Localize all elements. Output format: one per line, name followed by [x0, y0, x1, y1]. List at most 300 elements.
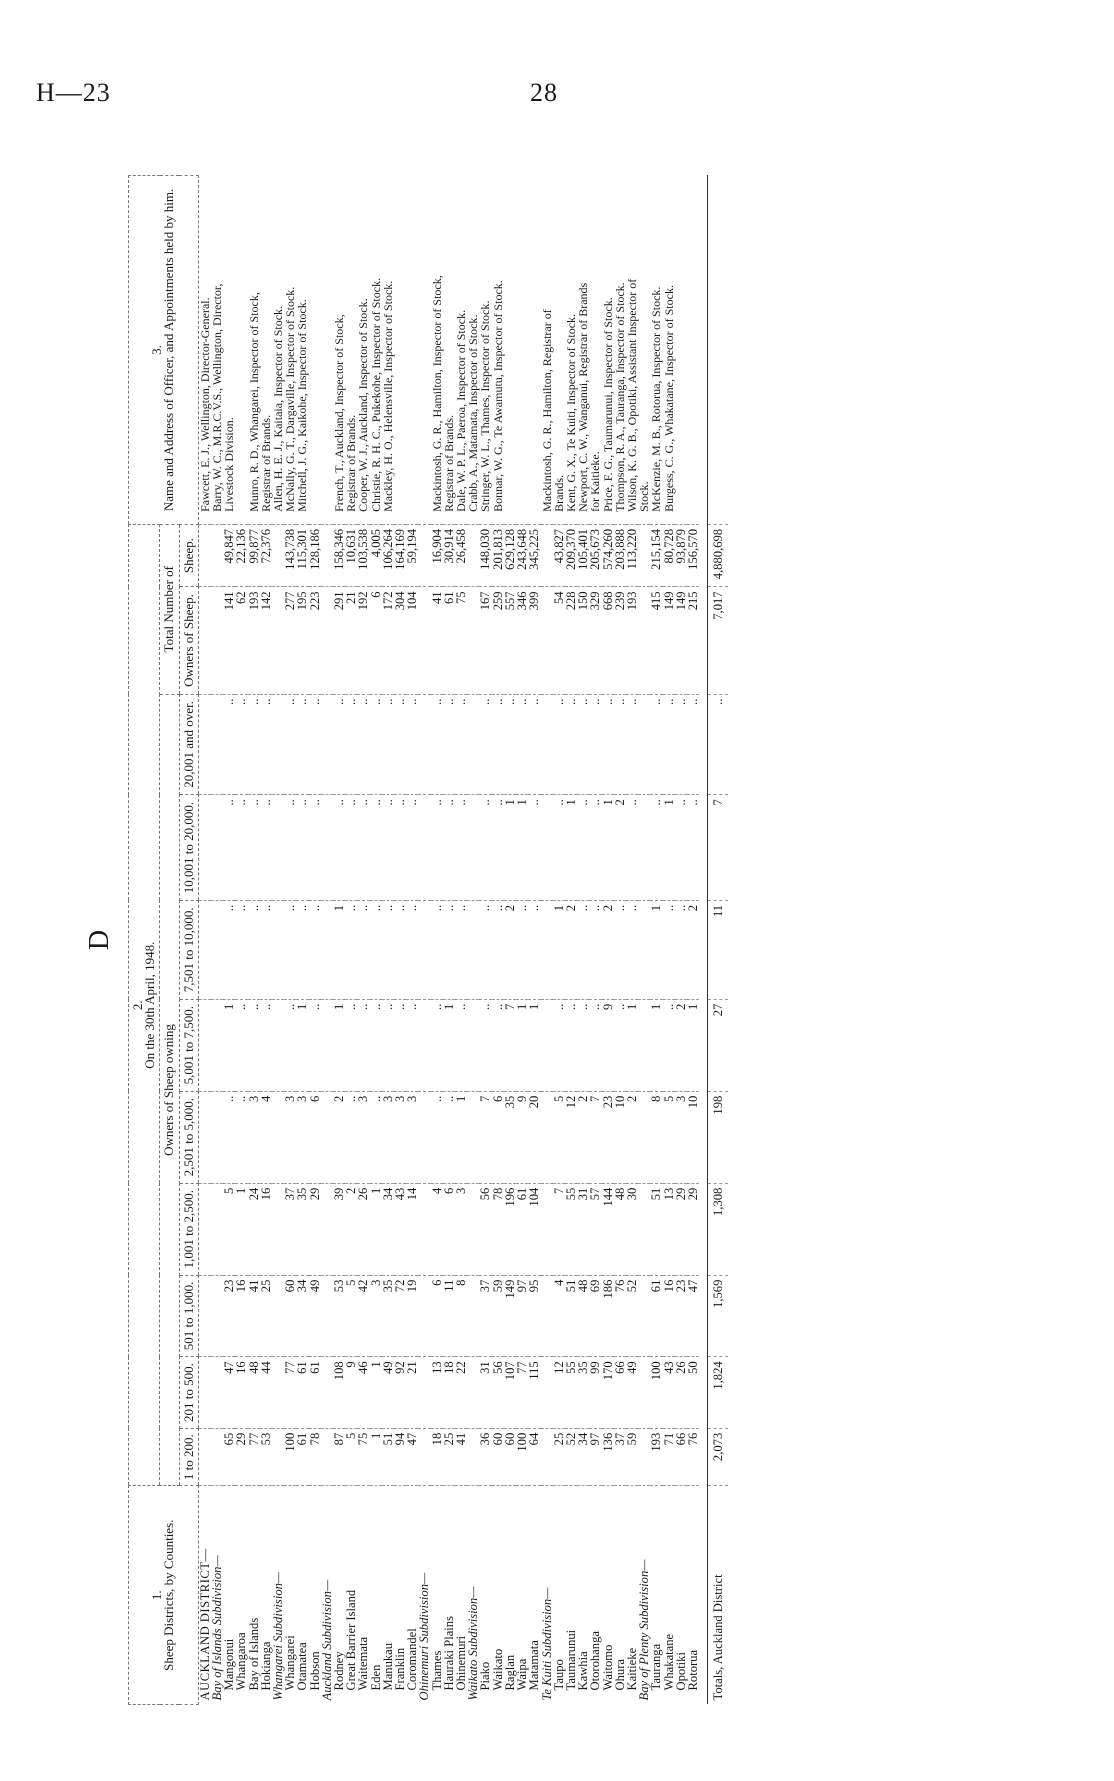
value-cell: 9: [516, 1091, 528, 1183]
value-cell: ..: [565, 999, 577, 1091]
district-name: Kawhia: [576, 1651, 591, 1691]
value-cell: [198, 1091, 211, 1183]
table-row: [577, 176, 589, 1705]
value-cell: ..: [553, 694, 565, 795]
value-cell: ..: [296, 795, 308, 901]
value-cell: 105,401: [577, 524, 589, 587]
value-cell: [541, 694, 553, 795]
officer-cell: Livestock Division.: [223, 176, 235, 525]
value-cell: ..: [650, 795, 662, 901]
value-cell: 25: [260, 1275, 272, 1357]
officer-cell: Christie, R. H. C., Pukekohe, Inspector of Stock.: [370, 176, 382, 525]
value-cell: ..: [589, 999, 601, 1091]
value-cell: ..: [248, 795, 260, 901]
value-cell: [198, 795, 211, 901]
value-cell: ..: [370, 795, 382, 901]
col1-header: [129, 1486, 199, 1705]
district-name: Raglan: [502, 1654, 517, 1691]
officer-cell: [708, 176, 729, 525]
value-cell: 59: [626, 1428, 638, 1486]
value-cell: ..: [248, 694, 260, 795]
value-cell: ..: [345, 1091, 357, 1183]
officer-cell: Crabb, A., Matamata, Inspector of Stock.: [467, 176, 479, 525]
value-cell: ..: [260, 795, 272, 901]
value-cell: [198, 1428, 211, 1486]
value-cell: 9: [345, 1357, 357, 1428]
total-value-cell: 4,880,698: [708, 524, 729, 587]
value-cell: ..: [626, 694, 638, 795]
value-cell: ..: [223, 1091, 235, 1183]
officer-cell: [516, 176, 528, 525]
value-cell: 192: [357, 587, 369, 694]
value-cell: 41: [431, 587, 443, 694]
value-cell: ..: [528, 795, 540, 901]
value-cell: ..: [675, 900, 687, 999]
value-cell: 13: [431, 1357, 443, 1428]
value-cell: 51: [650, 1183, 662, 1275]
value-cell: 4,005: [370, 524, 382, 587]
value-cell: [272, 795, 284, 901]
district-name: Ohura: [612, 1659, 627, 1691]
district-name: Waikato: [490, 1648, 505, 1691]
value-cell: [211, 900, 223, 999]
spacer-cell: [699, 900, 708, 999]
value-cell: 23: [675, 1275, 687, 1357]
range-header: 10,001 to 20,000.: [179, 795, 198, 901]
value-cell: 215: [687, 587, 699, 694]
value-cell: [198, 694, 211, 795]
col2-group-label: On the 30th April, 1948.: [142, 941, 158, 1069]
value-cell: ..: [260, 694, 272, 795]
spacer-cell: [699, 1357, 708, 1428]
value-cell: ..: [455, 795, 467, 901]
value-cell: 149: [663, 587, 675, 694]
spacer-row: [699, 176, 708, 1705]
value-cell: ..: [382, 900, 394, 999]
value-cell: 59: [492, 1275, 504, 1357]
value-cell: 149: [675, 587, 687, 694]
value-cell: 95: [528, 1275, 540, 1357]
value-cell: ..: [370, 1091, 382, 1183]
value-cell: 72: [394, 1275, 406, 1357]
value-cell: 2: [565, 900, 577, 999]
value-cell: 35: [382, 1275, 394, 1357]
value-cell: 1: [370, 1183, 382, 1275]
officer-cell: Thompson, R. A., Tauranga, Inspector of Stock.: [614, 176, 626, 525]
value-cell: ..: [345, 900, 357, 999]
district-name: Whangaroa: [234, 1632, 249, 1691]
value-cell: 4: [431, 1183, 443, 1275]
value-cell: [467, 1091, 479, 1183]
value-cell: 30: [626, 1183, 638, 1275]
value-cell: [418, 900, 430, 999]
value-cell: 193: [248, 587, 260, 694]
value-cell: ..: [443, 900, 455, 999]
value-cell: 193: [626, 587, 638, 694]
value-cell: 13: [663, 1183, 675, 1275]
value-cell: ..: [309, 999, 321, 1091]
value-cell: 5: [223, 1183, 235, 1275]
value-cell: 97: [589, 1428, 601, 1486]
value-cell: ..: [492, 999, 504, 1091]
value-cell: ..: [516, 900, 528, 999]
value-cell: 100: [516, 1428, 528, 1486]
value-cell: 20: [528, 1091, 540, 1183]
value-cell: 77: [248, 1428, 260, 1486]
officer-cell: McKenzie, M. B., Rotorua, Inspector of Stock.: [650, 176, 662, 525]
spacer-cell: [699, 1486, 708, 1705]
value-cell: 51: [565, 1275, 577, 1357]
value-cell: ..: [357, 999, 369, 1091]
value-cell: 557: [504, 587, 516, 694]
table-row: [626, 176, 638, 1705]
value-cell: ..: [589, 694, 601, 795]
value-cell: 107: [504, 1357, 516, 1428]
value-cell: 6: [443, 1183, 455, 1275]
value-cell: [272, 694, 284, 795]
value-cell: ..: [687, 795, 699, 901]
value-cell: [272, 999, 284, 1091]
value-cell: 25: [443, 1428, 455, 1486]
value-cell: 277: [284, 587, 296, 694]
value-cell: 7: [504, 999, 516, 1091]
total-value-cell: 2,073: [708, 1428, 729, 1486]
value-cell: 2: [333, 1091, 345, 1183]
value-cell: 1: [504, 795, 516, 901]
value-cell: 104: [406, 587, 418, 694]
value-cell: ..: [455, 999, 467, 1091]
value-cell: 1: [443, 999, 455, 1091]
value-cell: [418, 587, 430, 694]
value-cell: ..: [443, 694, 455, 795]
value-cell: [211, 1091, 223, 1183]
officer-cell: Stringer, W. L., Thames, Inspector of Stock.: [479, 176, 491, 525]
value-cell: 5: [663, 1091, 675, 1183]
value-cell: 115: [528, 1357, 540, 1428]
value-cell: 75: [357, 1428, 369, 1486]
value-cell: 10: [614, 1091, 626, 1183]
officer-cell: Allen, H. E. J., Kaitaia, Inspector of Stock.: [272, 176, 284, 525]
value-cell: [198, 1357, 211, 1428]
value-cell: 14: [406, 1183, 418, 1275]
value-cell: 31: [479, 1357, 491, 1428]
table-row: [309, 176, 321, 1705]
table-row: [394, 176, 406, 1705]
value-cell: ..: [516, 694, 528, 795]
value-cell: [198, 587, 211, 694]
value-cell: ..: [223, 795, 235, 901]
value-cell: 196: [504, 1183, 516, 1275]
value-cell: 16: [235, 1357, 247, 1428]
officer-cell: [675, 176, 687, 525]
table-row: [589, 176, 601, 1705]
value-cell: ..: [492, 900, 504, 999]
value-cell: ..: [577, 795, 589, 901]
officer-cell: Wilson, K. G. B., Opotiki, Assistant Inspector of: [626, 176, 638, 525]
value-cell: ..: [382, 694, 394, 795]
value-cell: ..: [614, 694, 626, 795]
spacer-cell: [699, 795, 708, 901]
value-cell: 49: [626, 1357, 638, 1428]
value-cell: ..: [406, 999, 418, 1091]
value-cell: 2: [614, 795, 626, 901]
value-cell: 203,888: [614, 524, 626, 587]
value-cell: 3: [455, 1183, 467, 1275]
value-cell: 55: [565, 1183, 577, 1275]
page-code: H—23: [36, 78, 111, 107]
district-name: Whakatane: [661, 1633, 676, 1691]
value-cell: [198, 1275, 211, 1357]
spacer-cell: [699, 694, 708, 795]
value-cell: 66: [675, 1428, 687, 1486]
district-name: Coromandel: [405, 1628, 420, 1691]
value-cell: ..: [284, 999, 296, 1091]
value-cell: 76: [687, 1428, 699, 1486]
officer-cell: [687, 176, 699, 525]
value-cell: 56: [479, 1183, 491, 1275]
district-name: Waitemata: [356, 1636, 371, 1691]
value-cell: 16,904: [431, 524, 443, 587]
officer-cell: Kent, G. X., Te Kuiti, Inspector of Stock.: [565, 176, 577, 525]
page-number: 28: [530, 78, 558, 107]
value-cell: 3: [394, 1091, 406, 1183]
value-cell: 69: [589, 1275, 601, 1357]
value-cell: 11: [443, 1275, 455, 1357]
value-cell: ..: [663, 900, 675, 999]
officer-cell: Mackintosh, G. R., Hamilton, Inspector of Stock,: [431, 176, 443, 525]
value-cell: 128,186: [309, 524, 321, 587]
table-row: [333, 176, 345, 1705]
value-cell: ..: [406, 795, 418, 901]
value-cell: 193: [650, 1428, 662, 1486]
value-cell: [418, 1428, 430, 1486]
col2-number: 2.: [130, 1000, 145, 1011]
value-cell: 22,136: [235, 524, 247, 587]
value-cell: [198, 900, 211, 999]
value-cell: 167: [479, 587, 491, 694]
value-cell: ..: [309, 795, 321, 901]
value-cell: 34: [577, 1428, 589, 1486]
value-cell: 149: [504, 1275, 516, 1357]
value-cell: [198, 999, 211, 1091]
range-header: 2,501 to 5,000.: [179, 1091, 198, 1183]
value-cell: 22: [455, 1357, 467, 1428]
value-cell: ..: [370, 694, 382, 795]
value-cell: [418, 694, 430, 795]
col1-number: 1.: [149, 1590, 165, 1601]
value-cell: ..: [370, 999, 382, 1091]
value-cell: 78: [309, 1428, 321, 1486]
value-cell: ..: [602, 694, 614, 795]
value-cell: 39: [333, 1183, 345, 1275]
value-cell: [638, 795, 650, 901]
value-cell: ..: [235, 694, 247, 795]
value-cell: 143,738: [284, 524, 296, 587]
value-cell: 5: [553, 1091, 565, 1183]
value-cell: 415: [650, 587, 662, 694]
value-cell: 50: [687, 1357, 699, 1428]
value-cell: ..: [553, 795, 565, 901]
value-cell: 61: [516, 1183, 528, 1275]
value-cell: 24: [248, 1183, 260, 1275]
value-cell: 61: [296, 1428, 308, 1486]
value-cell: [541, 999, 553, 1091]
sheep-owners-table: [128, 175, 728, 1705]
value-cell: 8: [455, 1275, 467, 1357]
value-cell: 7: [589, 1091, 601, 1183]
value-cell: ..: [382, 999, 394, 1091]
value-cell: 21: [345, 587, 357, 694]
spacer-cell: [699, 999, 708, 1091]
value-cell: ..: [248, 999, 260, 1091]
district-name: Whangarei Subdivision—: [271, 1571, 286, 1701]
officer-cell: [528, 176, 540, 525]
value-cell: 35: [504, 1091, 516, 1183]
value-cell: 78: [492, 1183, 504, 1275]
value-cell: ..: [357, 795, 369, 901]
value-cell: 61: [650, 1275, 662, 1357]
value-cell: ..: [382, 795, 394, 901]
value-cell: ..: [223, 900, 235, 999]
value-cell: 2: [602, 900, 614, 999]
value-cell: ..: [333, 795, 345, 901]
table-row: [406, 176, 418, 1705]
value-cell: [418, 1275, 430, 1357]
value-cell: 31: [577, 1183, 589, 1275]
sheep-header: Sheep.: [179, 524, 198, 587]
value-cell: ..: [455, 900, 467, 999]
value-cell: 1: [296, 999, 308, 1091]
value-cell: 47: [223, 1357, 235, 1428]
officer-cell: McNally, G. T., Dargaville, Inspector of Stock.: [284, 176, 296, 525]
value-cell: 215,154: [650, 524, 662, 587]
value-cell: ..: [663, 999, 675, 1091]
total-value-cell: 11: [708, 900, 729, 999]
value-cell: 23: [223, 1275, 235, 1357]
value-cell: ..: [663, 694, 675, 795]
value-cell: 2: [687, 900, 699, 999]
table-row: [382, 176, 394, 1705]
value-cell: 7: [479, 1091, 491, 1183]
value-cell: ..: [223, 694, 235, 795]
district-name: Whangarei: [283, 1635, 298, 1691]
table-title: D: [84, 929, 115, 951]
value-cell: 104: [528, 1183, 540, 1275]
value-cell: 1: [650, 999, 662, 1091]
value-cell: 25: [553, 1428, 565, 1486]
value-cell: 1: [455, 1091, 467, 1183]
value-cell: [638, 999, 650, 1091]
value-cell: 1: [370, 1428, 382, 1486]
value-cell: ..: [333, 694, 345, 795]
value-cell: 72,376: [260, 524, 272, 587]
table-row: [675, 176, 687, 1705]
table-row: [528, 176, 540, 1705]
value-cell: 6: [309, 1091, 321, 1183]
value-cell: 239: [614, 587, 626, 694]
value-cell: ..: [235, 1091, 247, 1183]
value-cell: ..: [479, 900, 491, 999]
value-cell: 35: [577, 1357, 589, 1428]
district-name: Great Barrier Island: [344, 1589, 359, 1691]
value-cell: 399: [528, 587, 540, 694]
value-cell: 115,301: [296, 524, 308, 587]
value-cell: ..: [589, 795, 601, 901]
value-cell: 29: [675, 1183, 687, 1275]
value-cell: [418, 999, 430, 1091]
value-cell: 53: [333, 1275, 345, 1357]
rotated-table: [72, 165, 1062, 1715]
value-cell: 1: [516, 999, 528, 1091]
value-cell: 75: [455, 587, 467, 694]
district-name: Thames: [429, 1650, 444, 1691]
value-cell: 1: [626, 999, 638, 1091]
table-row: [492, 176, 504, 1705]
value-cell: ..: [394, 999, 406, 1091]
value-cell: 10,631: [345, 524, 357, 587]
rotated-table-region: [72, 165, 1062, 1715]
owners-of-sheep-header: Owners of Sheep.: [179, 587, 198, 694]
value-cell: 26,458: [455, 524, 467, 587]
value-cell: 2: [504, 900, 516, 999]
value-cell: 41: [455, 1428, 467, 1486]
value-cell: 65: [223, 1428, 235, 1486]
value-cell: 49: [382, 1357, 394, 1428]
value-cell: ..: [431, 795, 443, 901]
value-cell: 9: [602, 999, 614, 1091]
value-cell: 8: [650, 1091, 662, 1183]
value-cell: ..: [357, 900, 369, 999]
value-cell: 10: [687, 1091, 699, 1183]
value-cell: 93,879: [675, 524, 687, 587]
officer-cell: Mackintosh, G. R., Hamilton, Registrar of: [541, 176, 553, 525]
value-cell: 228: [565, 587, 577, 694]
value-cell: ..: [528, 694, 540, 795]
district-name: Waipa: [515, 1658, 530, 1691]
value-cell: 48: [248, 1357, 260, 1428]
value-cell: 3: [357, 1091, 369, 1183]
value-cell: 30,914: [443, 524, 455, 587]
district-name: Hokianga: [258, 1641, 273, 1691]
value-cell: 12: [553, 1357, 565, 1428]
value-cell: 99: [589, 1357, 601, 1428]
value-cell: ..: [626, 900, 638, 999]
range-header: 5,001 to 7,500.: [179, 999, 198, 1091]
value-cell: 201,813: [492, 524, 504, 587]
district-name: Waitomo: [600, 1644, 615, 1691]
value-cell: ..: [235, 900, 247, 999]
district-name: Hobson: [307, 1651, 322, 1691]
officer-cell: [394, 176, 406, 525]
value-cell: [418, 795, 430, 901]
range-header: 7,501 to 10,000.: [179, 900, 198, 999]
spacer-cell: [699, 587, 708, 694]
table-row: [663, 176, 675, 1705]
officer-cell: Cooper, W. J., Auckland, Inspector of Stock.: [357, 176, 369, 525]
table-row: [431, 176, 443, 1705]
officer-cell: Bonnar, W. G., Te Awamutu, Inspector of Stock.: [492, 176, 504, 525]
district-name: Otamatea: [295, 1642, 310, 1691]
value-cell: 195: [296, 587, 308, 694]
total-value-cell: 1,824: [708, 1357, 729, 1428]
value-cell: ..: [650, 694, 662, 795]
value-cell: ..: [260, 999, 272, 1091]
value-cell: 346: [516, 587, 528, 694]
district-name: Bay of Islands Subdivision—: [210, 1555, 225, 1701]
value-cell: 77: [284, 1357, 296, 1428]
value-cell: 60: [492, 1428, 504, 1486]
district-name: Rotorua: [685, 1649, 700, 1691]
